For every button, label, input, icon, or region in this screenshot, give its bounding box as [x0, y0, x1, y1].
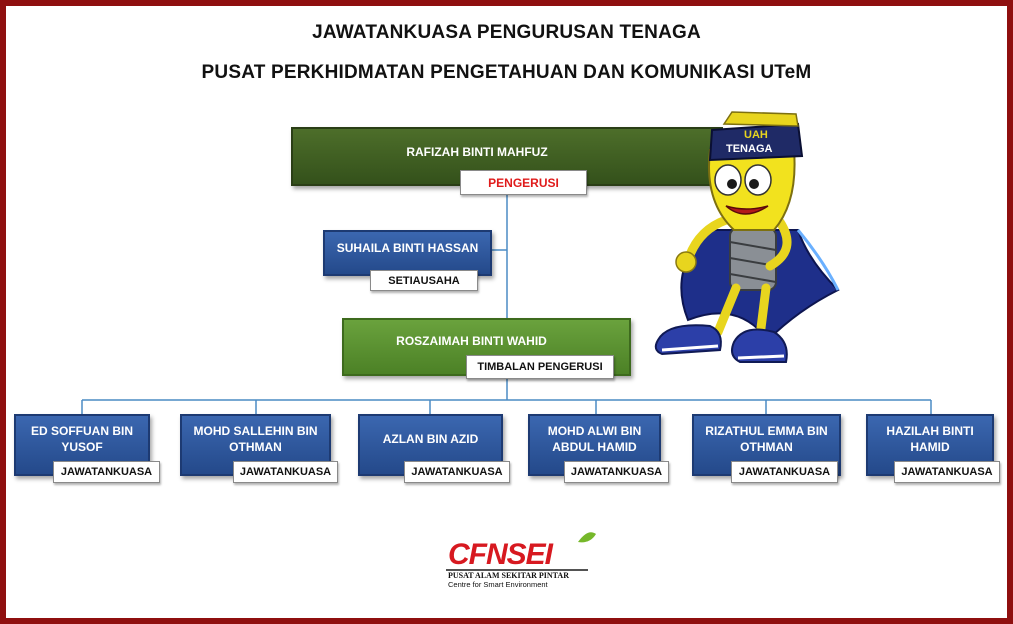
member-name: MOHD ALWI BIN ABDUL HAMID: [547, 424, 642, 454]
logo-wordmark: CFNSEI: [448, 538, 553, 571]
member-name: HAZILAH BINTI HAMID: [886, 424, 974, 454]
mascot-hat-text-1: UAH: [744, 129, 768, 141]
deputy-name: ROSZAIMAH BINTI WAHID: [396, 334, 547, 348]
cfnsei-logo: [446, 528, 600, 590]
mascot-bulb-illustration: [648, 110, 848, 372]
member-role-tag: JAWATANKUASA: [731, 461, 838, 483]
member-name: ED SOFFUAN BIN YUSOF: [31, 424, 133, 454]
member-role-tag: JAWATANKUASA: [53, 461, 160, 483]
member-role-tag: JAWATANKUASA: [404, 461, 510, 483]
mascot-hat-text-2: TENAGA: [726, 143, 773, 155]
chairman-role-tag: PENGERUSI: [460, 170, 587, 195]
chart-title-line2: PUSAT PERKHIDMATAN PENGETAHUAN DAN KOMUNIKASI UTeM: [201, 62, 812, 83]
secretary-name: SUHAILA BINTI HASSAN: [336, 241, 479, 255]
member-role-tag: JAWATANKUASA: [894, 461, 1000, 483]
member-role-tag: JAWATANKUASA: [564, 461, 669, 483]
chairman-name: RAFIZAH BINTI MAHFUZ: [406, 144, 548, 159]
member-role-tag: JAWATANKUASA: [233, 461, 338, 483]
logo-line1: PUSAT ALAM SEKITAR PINTAR: [448, 571, 569, 580]
logo-line2: Centre for Smart Environment: [448, 580, 548, 589]
member-name: RIZATHUL EMMA BIN OTHMAN: [705, 424, 828, 454]
chart-title-line1: JAWATANKUASA PENGURUSAN TENAGA: [312, 22, 701, 43]
member-name: MOHD SALLEHIN BIN OTHMAN: [193, 424, 318, 454]
deputy-role-tag: TIMBALAN PENGERUSI: [466, 355, 614, 379]
member-name: AZLAN BIN AZID: [382, 432, 479, 446]
secretary-role-tag: SETIAUSAHA: [370, 270, 478, 291]
